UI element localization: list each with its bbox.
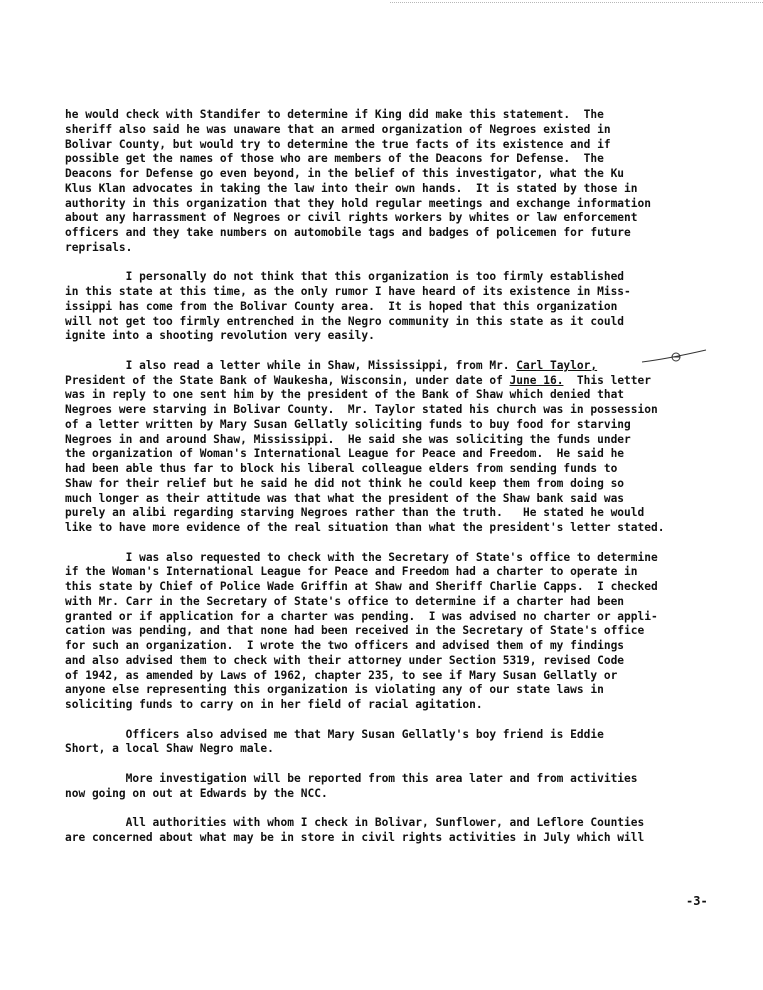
text-line: now going on out at Edwards by the NCC. (65, 786, 328, 800)
text-line: the organization of Woman's International League for Peace and Freedom. He said he (65, 447, 625, 461)
text-line: for such an organization. I wrote the two officers and advised them of my findings (65, 639, 625, 652)
text-line: had been able thus far to block his liberal colleague elders from sending funds to (65, 462, 618, 475)
underlined-phrase: Carl Taylor, (516, 358, 598, 372)
text-line: cation was pending, and that none had been received in the Secretary of State's office (65, 624, 645, 638)
paragraph-1 (65, 108, 737, 256)
text-line: sheriff also said he was unaware that an armed organization of Negroes existed in (65, 122, 611, 136)
text-line: ignite into a shooting revolution very easily. (65, 329, 375, 343)
text-line: Bolivar County, but would try to determine the true facts of its existence and if (65, 137, 611, 151)
page-number: -3- (686, 894, 708, 908)
top-edge-rule (390, 2, 763, 3)
text-line: authority in this organization that they hold regular meetings and exchange information (65, 196, 651, 210)
text-line: of a letter written by Mary Susan Gellatly soliciting funds to buy food for starving (65, 417, 631, 431)
paragraph-7 (65, 816, 737, 846)
text-line: Officers also advised me that Mary Susan Gellatly's boy friend is Eddie (65, 727, 604, 741)
paragraph-3 (65, 359, 737, 536)
text-line: Negroes were starving in Bolivar County. Mr. Taylor stated his church was in possession (65, 403, 658, 416)
text-line: I personally do not think that this organization is too firmly established (65, 270, 625, 284)
text-line: Negroes in and around Shaw, Mississippi. He said she was soliciting the funds under (65, 432, 631, 446)
document-body (65, 108, 737, 860)
text-line: about any harrassment of Negroes or civil rights workers by whites or law enforcement (65, 211, 638, 225)
text-line: if the Woman's International League for Peace and Freedom had a charter to operate in (65, 565, 638, 579)
text-line: possible get the names of those who are members of the Deacons for Defense. The (65, 152, 604, 166)
text-line: More investigation will be reported from this area later and from activities (65, 771, 638, 785)
paragraph-2 (65, 270, 737, 344)
text-line: with Mr. Carr in the Secretary of State's office to determine if a charter had been (65, 594, 625, 608)
text-line: he would check with Standifer to determine if King did make this statement. The (65, 108, 604, 121)
text-line: of 1942, as amended by Laws of 1962, chapter 235, to see if Mary Susan Gellatly or (65, 668, 618, 682)
text-line: issippi has come from the Bolivar County area. It is hoped that this organization (65, 299, 618, 313)
text-line: soliciting funds to carry on in her field of racial agitation. (65, 698, 483, 711)
text-line: anyone else representing this organization is violating any of our state laws in (65, 683, 604, 697)
text-line: officers and they take numbers on automobile tags and badges of policemen for future (65, 226, 631, 239)
text-line: much longer as their attitude was that what the president of the Shaw bank said was (65, 491, 625, 505)
text-line: I was also requested to check with the Secretary of State's office to determine (65, 550, 658, 564)
underlined-phrase: June 16. (509, 373, 564, 387)
text-line-underlined: President of the State Bank of Waukesha, Wisconsin, under date of June 16. This letter (65, 373, 651, 387)
text-line: Short, a local Shaw Negro male. (65, 742, 274, 756)
text-line: like to have more evidence of the real situation than what the president's letter stated. (65, 521, 665, 534)
text-line-underlined: I also read a letter while in Shaw, Mississippi, from Mr. Carl Taylor, (65, 358, 598, 372)
handwritten-mark-icon (640, 348, 710, 370)
text-line: this state by Chief of Police Wade Griffin at Shaw and Sheriff Charlie Capps. I checked (65, 580, 658, 593)
text-line: purely an alibi regarding starving Negroes rather than the truth. He stated he would (65, 506, 645, 520)
text-line: in this state at this time, as the only rumor I have heard of its existence in Miss- (65, 285, 631, 298)
paragraph-5 (65, 728, 737, 758)
text-line: and also advised them to check with their attorney under Section 5319, revised Code (65, 653, 625, 667)
text-line: All authorities with whom I check in Bolivar, Sunflower, and Leflore Counties (65, 816, 645, 829)
text-line: will not get too firmly entrenched in the Negro community in this state as it could (65, 314, 625, 328)
text-line: was in reply to one sent him by the president of the Bank of Shaw which denied that (65, 388, 625, 402)
paragraph-6 (65, 772, 737, 802)
text-line: are concerned about what may be in store in civil rights activities in July which will (65, 830, 645, 844)
text-line: Klus Klan advocates in taking the law into their own hands. It is stated by those in (65, 181, 638, 195)
text-line: granted or if application for a charter was pending. I was advised no charter or appli- (65, 609, 658, 623)
text-line: Deacons for Defense go even beyond, in the belief of this investigator, what the Ku (65, 167, 625, 180)
text-line: Shaw for their relief but he said he did not think he could keep them from doing so (65, 476, 625, 490)
text-line: reprisals. (65, 240, 133, 254)
paragraph-4 (65, 551, 737, 713)
